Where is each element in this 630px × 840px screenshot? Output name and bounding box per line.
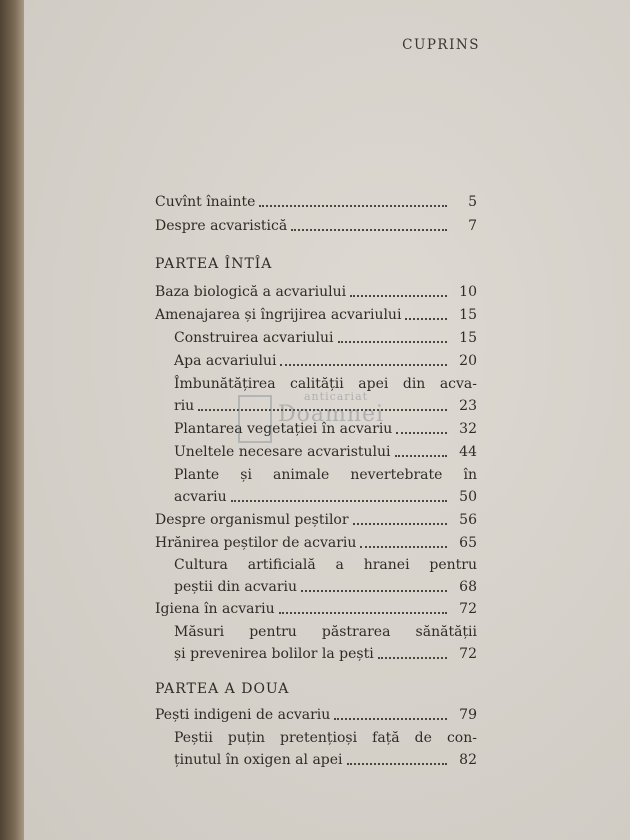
toc-entry-title: Hrănirea peștilor de acvariu: [155, 535, 357, 551]
toc-subentry: [174, 467, 477, 506]
leader-dots: [291, 228, 447, 231]
toc-entry-title: Despre organismul peștilor: [155, 512, 349, 528]
toc-entry-title-line1: Îmbunătățirea calității apei din acva-: [174, 376, 477, 392]
toc-entry-title: Pești indigeni de acvariu: [155, 707, 331, 723]
part-heading: PARTEA A DOUA: [155, 681, 290, 697]
toc-entry-page: 50: [459, 489, 477, 505]
watermark-logo-icon: [238, 395, 272, 443]
toc-entry-title: Uneltele necesare acvaristului: [174, 444, 391, 460]
leader-dots: [353, 522, 447, 525]
leader-dots: [338, 340, 447, 343]
leader-dots: [280, 363, 447, 366]
toc-entry-page: 15: [459, 330, 477, 346]
toc-entry: [155, 284, 477, 301]
book-spine: [0, 0, 24, 840]
watermark: [238, 390, 408, 450]
toc-subentry: [174, 353, 477, 370]
leader-dots: [405, 317, 447, 320]
toc-entry-title: Amenajarea și îngrijirea acvariului: [155, 307, 402, 323]
watermark-line2: Doamnei: [278, 402, 385, 427]
toc-entry: [155, 535, 477, 552]
toc-subentry: [174, 330, 477, 347]
toc-entry-title-line2: și prevenirea bolilor la pești: [174, 646, 374, 662]
toc-entry-title-line1: Plante și animale nevertebrate în: [174, 467, 477, 483]
leader-dots: [301, 589, 447, 592]
toc-entry-page: 68: [459, 579, 477, 595]
toc-entry-title-line2: acvariu: [174, 489, 227, 505]
page-header-title: CUPRINS: [402, 37, 480, 53]
toc-entry-title-line1: Cultura artificială a hranei pentru: [174, 557, 477, 573]
leader-dots: [360, 545, 447, 548]
toc-entry-title: Apa acvariului: [174, 353, 277, 369]
toc-entry-page: 32: [459, 421, 477, 437]
toc-entry-title-line2: riu: [174, 398, 195, 414]
toc-entry-page: 56: [459, 512, 477, 528]
leader-dots: [350, 294, 447, 297]
toc-entry-title-line1: Măsuri pentru păstrarea sănătății: [174, 624, 477, 640]
leader-dots: [395, 454, 447, 457]
toc-entry-title: Baza biologică a acvariului: [155, 284, 347, 300]
toc-entry-title: Despre acvaristică: [155, 218, 288, 234]
toc-entry-page: 7: [468, 218, 477, 234]
toc-entry-title: Plantarea vegetației în acvariu: [174, 421, 393, 437]
leader-dots: [279, 611, 447, 614]
toc-entry-title-line1: Peștii puțin pretențioși față de con-: [174, 730, 477, 746]
toc-entry-title-line2: peștii din acvariu: [174, 579, 297, 595]
leader-dots: [334, 717, 447, 720]
toc-entry: [155, 601, 477, 618]
toc-entry-page: 5: [468, 194, 477, 210]
toc-entry: [155, 218, 477, 235]
toc-entry-title: Cuvînt înainte: [155, 194, 256, 210]
leader-dots: [259, 204, 447, 207]
toc-entry-page: 65: [459, 535, 477, 551]
toc-subentry: [174, 624, 477, 663]
toc-entry-page: 79: [459, 707, 477, 723]
toc-entry-page: 23: [459, 398, 477, 414]
leader-dots: [347, 762, 447, 765]
toc-entry-title: Igiena în acvariu: [155, 601, 275, 617]
toc-entry-title: Construirea acvariului: [174, 330, 334, 346]
leader-dots: [378, 656, 447, 659]
toc-entry: [155, 512, 477, 529]
toc-subentry: [174, 557, 477, 596]
toc-subentry: [174, 730, 477, 769]
toc-entry-page: 72: [459, 646, 477, 662]
toc-entry-page: 15: [459, 307, 477, 323]
part-heading: PARTEA ÎNTÎA: [155, 256, 273, 272]
toc-entry-title-line2: ținutul în oxigen al apei: [174, 752, 343, 768]
toc-entry-page: 44: [459, 444, 477, 460]
toc-entry-page: 82: [459, 752, 477, 768]
toc-entry: [155, 307, 477, 324]
toc-entry-page: 10: [459, 284, 477, 300]
toc-entry: [155, 707, 477, 724]
watermark-line1: anticariat: [304, 390, 369, 403]
toc-entry-page: 72: [459, 601, 477, 617]
toc-entry-page: 20: [459, 353, 477, 369]
leader-dots: [231, 499, 447, 502]
toc-entry: [155, 194, 477, 211]
